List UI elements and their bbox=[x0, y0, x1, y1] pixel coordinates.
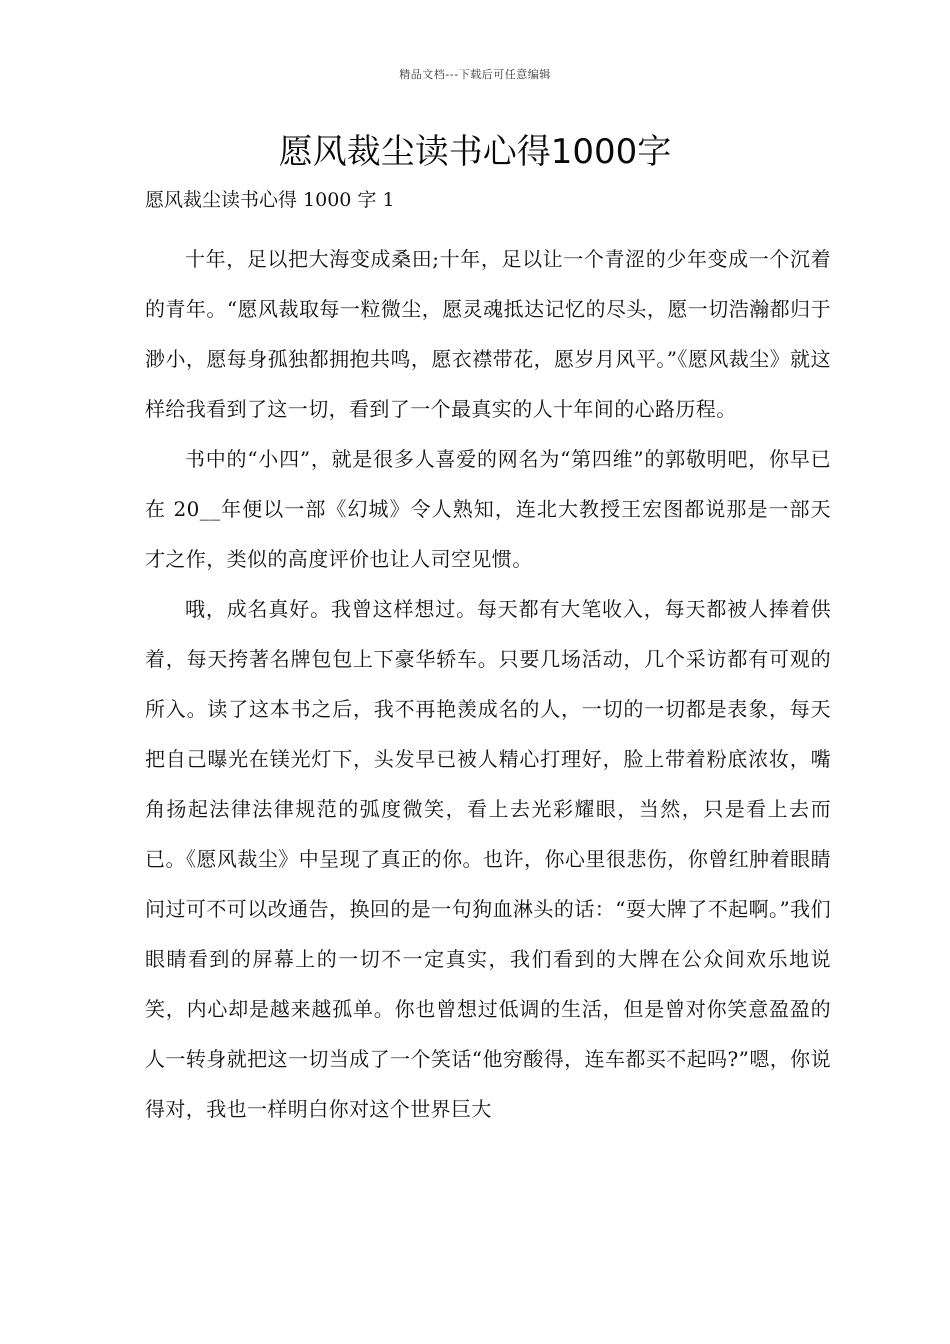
document-title: 愿风裁尘读书心得1000字 bbox=[278, 132, 672, 172]
article-body bbox=[145, 234, 831, 1134]
paragraph-2: 书中的“小四”，就是很多人喜爱的网名为“第四维”的郭敬明吧，你早已在 20__年便以一部《幻城》令人熟知，连北大教授王宏图都说那是一部天才之作，类似的高度评价也让人司空见惯。 bbox=[145, 447, 831, 571]
paragraph-3: 哦，成名真好。我曾这样想过。每天都有大笔收入，每天都被人捧着供着，每天挎著名牌包包上下豪华轿车。只要几场活动，几个采访都有可观的所入。读了这本书之后，我不再艳羡成名的人，一切的一切都是表象，每天把自己曝光在镁光灯下，头发早已被人精心打理好，脸上带着粉底浓妆，嘴角扬起法律法律规范的弧度微笑，看上去光彩耀眼，当然，只是看上去而已。《愿风裁尘》中呈现了真正的你。也许，你心里很悲伤，你曾红肿着眼睛问过可不可以改通告，换回的是一句狗血淋头的话：“耍大牌了不起啊。”我们眼睛看到的屏幕上的一切不一定真实，我们看到的大牌在公众间欢乐地说笑，内心却是越来越孤单。你也曾想过低调的生活，但是曾对你笑意盈盈的人一转身就把这一切当成了一个笑话“他穷酸得，连车都买不起吗?”嗯，你说得对，我也一样明白你对这个世界巨大 bbox=[145, 597, 831, 1121]
paragraph-1: 十年，足以把大海变成桑田;十年，足以让一个青涩的少年变成一个沉着的青年。“愿风裁取每一粒微尘，愿灵魂抵达记忆的尽头，愿一切浩瀚都归于渺小，愿每身孤独都拥抱共鸣，愿衣襟带花，愿岁月风平。”《愿风裁尘》就这样给我看到了这一切，看到了一个最真实的人十年间的心路历程。 bbox=[145, 247, 831, 421]
header-note: 精品文档---下载后可任意编辑 bbox=[399, 68, 551, 81]
document-subtitle: 愿风裁尘读书心得 1000 字 1 bbox=[145, 189, 395, 211]
